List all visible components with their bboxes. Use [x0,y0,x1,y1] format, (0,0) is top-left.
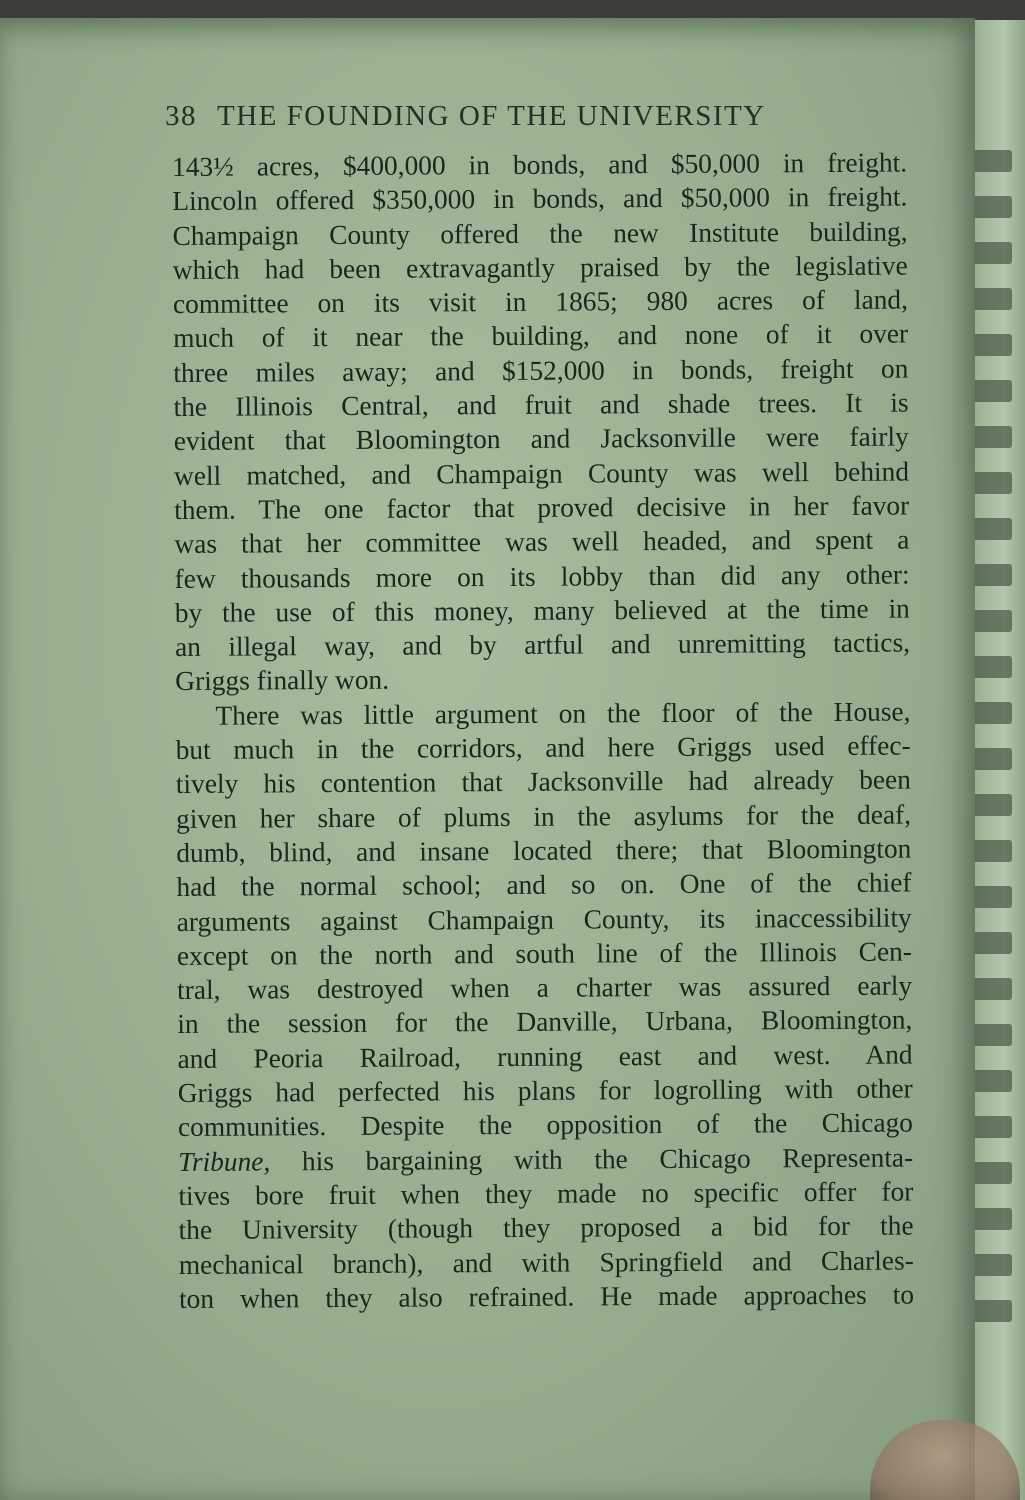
text-line: the Illinois Central, and fruit and shade trees. It is [173,387,909,423]
text-line: tives bore fruit when they made no specific offer for [178,1176,914,1211]
text-line: three miles away; and $152,000 in bonds, freight on [173,353,909,388]
text-line: communities. Despite the opposition of the Chicago [177,1107,914,1143]
text-line: and Peoria Railroad, running east and west. And [177,1039,913,1074]
text-line: given her share of plums in the asylums for the deaf, [175,799,912,834]
text-line: tral, was destroyed when a charter was assured early [177,970,913,1006]
running-head-title: THE FOUNDING OF THE UNIVERSITY [217,100,766,132]
text-line: much of it near the building, and none of it over [173,318,909,354]
text-line: arguments against Champaign County, its inaccessibility [176,902,912,937]
text-line: them. The one factor that proved decisive in her favor [174,490,910,525]
text-line: had the normal school; and so on. One of the chief [176,867,912,903]
text-line: Griggs finally won. [175,665,390,697]
text-line: evident that Bloomington and Jacksonville were fairly [173,421,909,457]
text-line: by the use of this money, many believed at the time in [174,593,910,628]
body-text [172,146,914,1317]
text-line: which had been extravagantly praised by the legislative [172,250,908,285]
text-line: Lincoln offered $350,000 in bonds, and $50,000 in freight. [172,181,908,217]
text-line: 143½ acres, $400,000 in bonds, and $50,000 in freight. [172,147,908,182]
text-line: few thousands more on its lobby than did any other: [174,559,910,594]
text-line: except on the north and south line of the Illinois Cen- [176,936,913,971]
text-line: Griggs had perfected his plans for logrolling with other [177,1073,913,1108]
text-line: but much in the corridors, and here Griggs used effec- [175,730,911,766]
text-line: committee on its visit in 1865; 980 acres of land, [172,284,909,320]
text-line-rest: his bargaining with the Chicago Representa- [301,1142,914,1176]
text-line: mechanical branch), and with Springfield and Charles- [178,1244,914,1280]
text-line: tively his contention that Jacksonville had already been [175,764,911,800]
text-line: in the session for the Danville, Urbana, Bloomington, [177,1004,913,1040]
running-head [165,100,865,133]
italic-title: Tribune, [178,1146,271,1177]
text-line: well matched, and Champaign County was well behind [173,456,910,491]
text-line-with-italic [178,1140,913,1179]
text-line: There was little argument on the floor of the House, [215,696,911,731]
text-line: an illegal way, and by artful and unremitting tactics, [174,627,911,663]
text-line: the University (though they proposed a bid for the [178,1210,914,1246]
page-number: 38 [165,100,197,132]
text-line: was that her committee was well headed, and spent a [174,524,910,560]
text-line: ton when they also refrained. He made approaches to [178,1279,915,1314]
text-line: dumb, blind, and insane located there; that Bloomington [176,833,912,868]
text-line: Champaign County offered the new Institute building, [172,216,908,251]
